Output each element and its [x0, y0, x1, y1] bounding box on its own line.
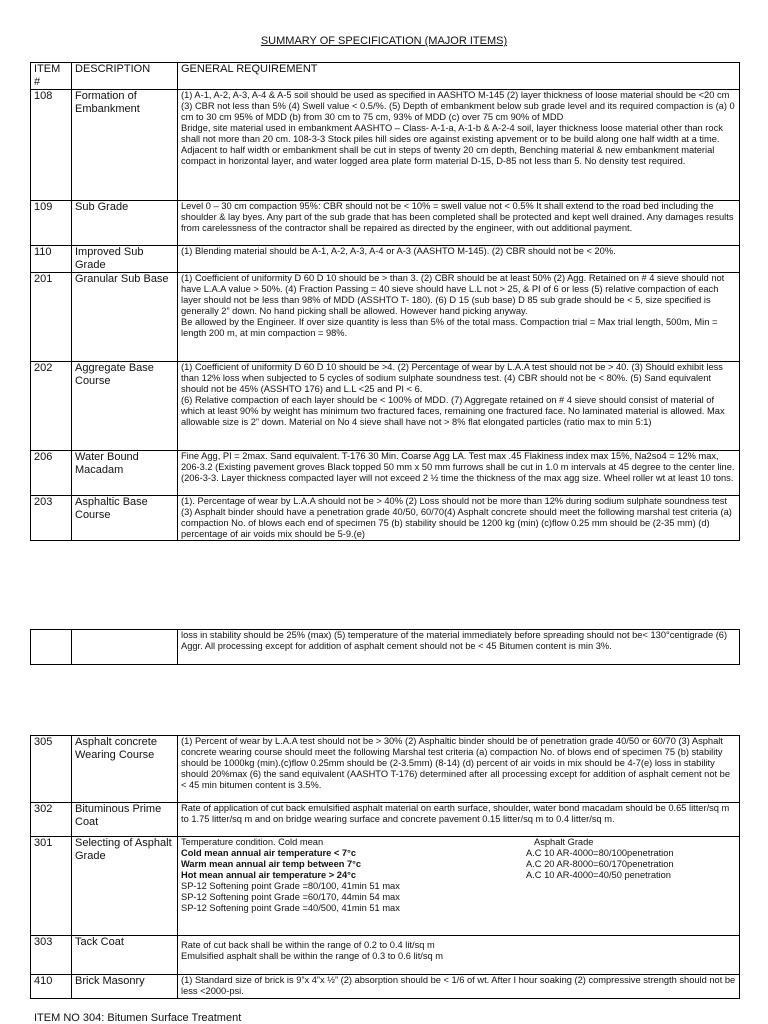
item-description: Sub Grade — [72, 201, 178, 246]
asphalt-grade-line: A.C 10 AR-4000=40/50 penetration — [526, 870, 671, 880]
item-requirement — [178, 837, 740, 936]
item-number: 302 — [31, 803, 72, 837]
specification-table-continued — [30, 735, 740, 999]
item-number: 303 — [31, 936, 72, 975]
item-number: 202 — [31, 362, 72, 451]
table-row — [31, 90, 740, 201]
item-number: 108 — [31, 90, 72, 201]
item-description — [72, 630, 178, 665]
temperature-line: Cold mean annual air temperature < 7°c — [181, 848, 356, 858]
header-item: ITEM # — [31, 63, 72, 90]
table-row — [31, 736, 740, 803]
header-description: DESCRIPTION — [72, 63, 178, 90]
table-row — [31, 201, 740, 246]
item-requirement: (1) Coefficient of uniformity D 60 D 10 should be >4. (2) Percentage of wear by L.A.A test should not be > 40. (3) Should exhibit less than 12% loss when subjected to 5 cycles of sodium sulphate soundness test. (4) CBR should not be < 80%. (5) Sand equivalent should not be 45% (ASSHTO 176) and L.L <25 and PI < 6. (6) Relative compaction of each layer should be < 100% of MDD. (7) Aggregate retained on # 4 sieve should consist of material of which at least 90% by weight has minimum two fractured faces, remaining one fractured face. No laminated material is allowed. Max allowable size is 2” down. Material on No 4 sieve shall have not > 8% flat elongated particles (ratio max to min 5:1) — [178, 362, 740, 451]
item-requirement: (1) Coefficient of uniformity D 60 D 10 should be > than 3. (2) CBR should be at least 50% (2) Agg. Retained on # 4 sieve should not have L.A.A value > 50%. (4) Fraction Passing = 40 sieve should have L.L not > 25, & PI of 6 or less (5) relative compaction of each layer should not be less than 98% of MDD (ASSHTO T- 180). (6) D 15 (sub base) D 85 sub grade should be < 5, size specified is generally 2” down. No hand picking shall be allowed. However hand picking anyway. Be allowed by the Engineer. If over size quantity is less than 5% of the total mass. Compaction trial = Max trial length, 500m, Min = length 200 m, at min compaction = 98%. — [178, 273, 740, 362]
specification-table — [30, 62, 740, 541]
item-requirement: (1) A-1, A-2, A-3, A-4 & A-5 soil should be used as specified in AASHTO M-145 (2) layer thickness of loose material should be <20 cm (3) CBR not less than 5% (4) Swell value < 0.5/%. (5) Depth of embankment below sub grade level and its required compaction is (a) 0 cm to 30 cm 95% of MDD (b) from 30 cm to 75 cm, 93% of MDD (c) over 75 cm 90% of MDD Bridge, site material used in embankment AASHTO – Class- A-1-a, A-1-b & A-2-4 soil, layer thickness loose material other than rock shall not more than 20 cm. 108-3-3 Stock piles hill sides ore against existing apvement or to be build along one half width at a time. Adjacent to half width or embankment shall be cut in steps of twenty 20 cm depth, Benching material & new embankment material compact in horizontal layer, and water logged area plate form material D-15, D-85 not less than 5. No density test required. — [178, 90, 740, 201]
table-row — [31, 362, 740, 451]
softening-line: SP-12 Softening point Grade =80/100, 41min 51 max — [181, 881, 400, 891]
item-description: Brick Masonry — [72, 975, 178, 999]
item-description: Water Bound Macadam — [72, 451, 178, 496]
item-description: Asphalt concrete Wearing Course — [72, 736, 178, 803]
softening-line: SP-12 Softening point Grade =60/170, 44min 54 max — [181, 892, 400, 902]
item-number: 110 — [31, 246, 72, 273]
item-requirement: (1) Percent of wear by L.A.A test should not be > 30% (2) Asphaltic binder should be of penetration grade 40/50 or 60/70 (3) Asphalt concrete wearing course should meet the following Marshal test criteria (a) compaction No. of blows end of specimen 75 (b) stability should be 1000kg (min).(c)flow 0.25mm should be (2-3.5mm) (8-14) (d) percent of air voids in mix should be 4-7(e) loss in stability should 20%max (6) the sand equivalent (AASHTO T-176) determined after all processing except for addition of asphalt cement not be < 45 min bitumen content is 3.5%. — [178, 736, 740, 803]
item-description: Improved Sub Grade — [72, 246, 178, 273]
item-requirement: (1). Percentage of wear by L.A.A should not be > 40% (2) Loss should not be more than 12% during sodium sulphate soundness test (3) Asphalt binder should have a penetration grade 40/50, 60/70(4) Asphalt concrete should meet the following marshal test criteria (a) compaction No. of blows each end of specimen 75 (b) stability should be 1200 kg (min) (c)flow 0.25 mm should be (2-35 mm) (d) percentage of air voids mix should be 5-9.(e) — [178, 496, 740, 541]
asphalt-grade-block — [181, 837, 736, 914]
table-row — [31, 936, 740, 975]
table-row — [31, 975, 740, 999]
footer-heading: ITEM NO 304: Bitumen Surface Treatment — [34, 1012, 242, 1024]
table-row — [31, 803, 740, 837]
temperature-line: Warm mean annual air temp between 7°c — [181, 859, 362, 869]
item-requirement: Rate of cut back shall be within the range of 0.2 to 0.4 lit/sq m Emulsified asphalt shall be within the range of 0.3 to 0.6 lit/sq m — [178, 936, 740, 975]
page-title: SUMMARY OF SPECIFICATION (MAJOR ITEMS) — [260, 35, 508, 47]
item-description: Asphaltic Base Course — [72, 496, 178, 541]
item-description: Selecting of Asphalt Grade — [72, 837, 178, 936]
item-requirement: Level 0 – 30 cm compaction 95%: CBR should not be < 10% = swell value not < 0.5% It shall extend to the road bed including the shoulder & lay byes. Any part of the sub grade that has been completed shall be protected and kept well drained. Any damages results from carelessness of the contractor shall be repaired as directed by the engineer, with out additional payment. — [178, 201, 740, 246]
asphalt-grade-line: A.C 10 AR-4000=80/100penetration — [526, 848, 674, 858]
item-description: Tack Coat — [72, 936, 178, 975]
item-description: Bituminous Prime Coat — [72, 803, 178, 837]
continuation-table — [30, 629, 740, 665]
item-description: Aggregate Base Course — [72, 362, 178, 451]
item-requirement: Rate of application of cut back emulsified asphalt material on earth surface, shoulder, water bond macadam should be 0.65 litter/sq m to 1.75 litter/sq m and on bridge wearing surface and concrete pavement 0.15 litter/sq m to 0.4 litter/sq m. — [178, 803, 740, 837]
table-row — [31, 246, 740, 273]
item-number: 109 — [31, 201, 72, 246]
table-row — [31, 630, 740, 665]
item-number: 305 — [31, 736, 72, 803]
item-requirement: (1) Blending material should be A-1, A-2, A-3, A-4 or A-3 (AASHTO M-145). (2) CBR should not be < 20%. — [178, 246, 740, 273]
item-description: Formation of Embankment — [72, 90, 178, 201]
softening-line: SP-12 Softening point Grade =40/500, 41min 51 max — [181, 903, 400, 913]
item-number: 410 — [31, 975, 72, 999]
asphalt-grade-line: A.C 20 AR-8000=60/170penetration — [526, 859, 674, 869]
item-number — [31, 630, 72, 665]
table-row — [31, 451, 740, 496]
temperature-line: Hot mean annual air temperature > 24°c — [181, 870, 356, 880]
table-row — [31, 273, 740, 362]
table-row — [31, 837, 740, 936]
asphalt-grade-column — [526, 837, 706, 881]
item-requirement: (1) Standard size of brick is 9”x 4”x ½” (2) absorption should be < 1/6 of wt. After I hour soaking (2) compressive strength should not be less <2000-psi. — [178, 975, 740, 999]
item-number: 201 — [31, 273, 72, 362]
table-header-row — [31, 63, 740, 90]
softening-point-list — [181, 881, 736, 914]
temperature-heading: Temperature condition. Cold mean — [181, 837, 324, 847]
header-requirement: GENERAL REQUIREMENT — [178, 63, 740, 90]
item-requirement: loss in stability should be 25% (max) (5) temperature of the material immediately before spreading should not be< 130°centigrade (6) Aggr. All processing except for addition of asphalt cement should not be < 45 Bitumen content is min 3%. — [178, 630, 740, 665]
item-requirement: Fine Agg, PI = 2max. Sand equivalent. T-176 30 Min. Coarse Agg LA. Test max .45 Flakiness index max 15%, Na2so4 = 12% max, 206-3.2 (Existing pavement groves Black topped 50 mm x 50 mm furrows shall be cut in 1.0 m intervals at 45 degree to the center line. (206-3-3. Layer thickness compacted layer will not exceed 2 ½ time the thickness of the max agg size. Wheel roller wt at least 10 tons. — [178, 451, 740, 496]
item-number: 203 — [31, 496, 72, 541]
item-number: 301 — [31, 837, 72, 936]
item-description: Granular Sub Base — [72, 273, 178, 362]
item-number: 206 — [31, 451, 72, 496]
asphalt-grade-heading: Asphalt Grade — [534, 837, 594, 847]
table-row — [31, 496, 740, 541]
